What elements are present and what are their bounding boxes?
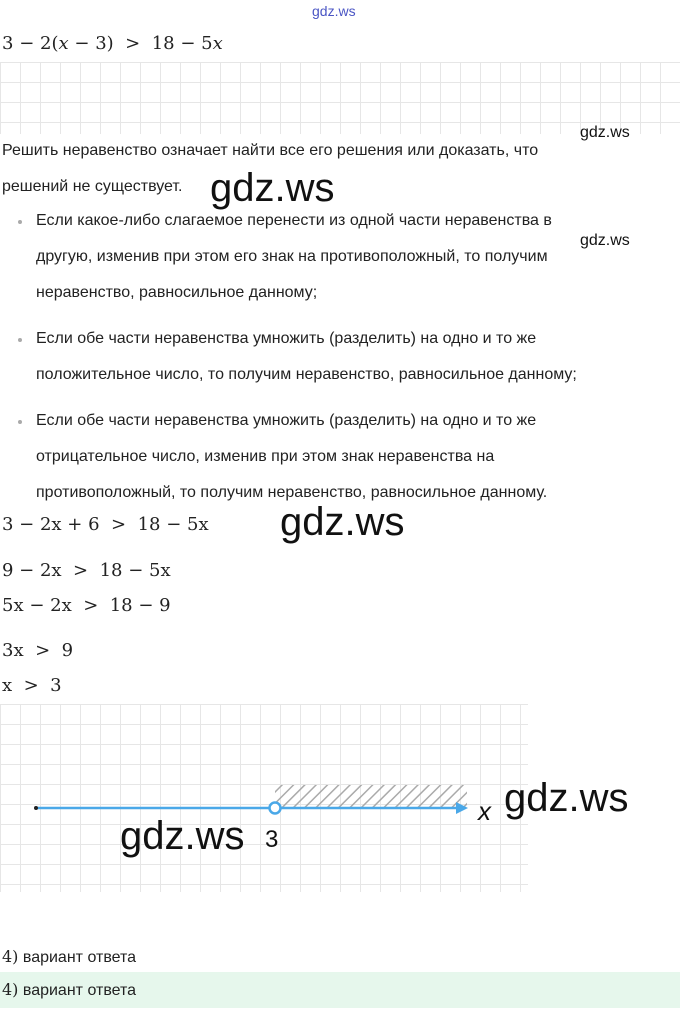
- point-label: 3: [265, 826, 279, 853]
- solution-hatch: [275, 785, 467, 807]
- watermark-small: gdz.ws: [580, 232, 630, 249]
- rhs: 18 − 5x: [137, 514, 209, 535]
- variable: x: [212, 33, 223, 54]
- paren: ): [106, 33, 114, 54]
- operator: >: [73, 560, 89, 581]
- rule-line: положительное число, то получим неравенство, равносильное данному;: [36, 366, 577, 383]
- rule-line: другую, изменив при этом его знак на противоположный, то получим: [36, 248, 548, 265]
- axis-start-dot: [34, 806, 38, 810]
- rhs: 18 − 9: [109, 595, 171, 616]
- rule-line: Если обе части неравенства умножить (разделить) на одно и то же: [36, 412, 537, 429]
- operator: >: [35, 640, 51, 661]
- lhs: 9 − 2x: [2, 560, 62, 581]
- answer-number: 4): [2, 947, 19, 966]
- answer-option-highlighted[interactable]: [0, 972, 680, 1008]
- operator: >: [111, 514, 127, 535]
- operator: −: [19, 33, 35, 54]
- step-line: [2, 560, 171, 581]
- term: 3: [2, 33, 14, 54]
- lhs: 3 − 2x + 6: [2, 514, 100, 535]
- step-line: [2, 675, 62, 696]
- variable: x: [58, 33, 69, 54]
- term: 5: [201, 33, 213, 54]
- step-line: [2, 595, 171, 616]
- term: 18: [151, 33, 175, 54]
- answer-option[interactable]: [2, 945, 136, 969]
- lhs: 3x: [2, 640, 24, 661]
- lhs: x: [2, 675, 13, 696]
- step-line: [2, 640, 73, 661]
- rule-line: Если обе части неравенства умножить (разделить) на одно и то же: [36, 330, 537, 347]
- step-line: [2, 514, 209, 535]
- axis-label: x: [478, 796, 491, 826]
- paren: (: [51, 33, 59, 54]
- rule-line: Если какое-либо слагаемое перенести из одной части неравенства в: [36, 212, 552, 229]
- rhs: 9: [61, 640, 74, 661]
- intro-line: Решить неравенство означает найти все его решения или доказать, что: [2, 142, 539, 159]
- operator: −: [74, 33, 90, 54]
- watermark-big: gdz.ws: [210, 166, 335, 210]
- watermark-big: gdz.ws: [504, 776, 629, 820]
- rule-item: [0, 203, 680, 311]
- intro-line: решений не существует.: [2, 178, 183, 195]
- answer-number: 4): [2, 980, 19, 999]
- rule-line: неравенство, равносильное данному;: [36, 284, 318, 301]
- lhs: 5x − 2x: [2, 595, 72, 616]
- operator: >: [125, 33, 141, 54]
- grid-band: [0, 62, 680, 134]
- answer-text: вариант ответа: [22, 982, 137, 999]
- term: 2: [40, 33, 52, 54]
- rhs: 3: [50, 675, 62, 696]
- rule-line: отрицательное число, изменив при этом знак неравенства на: [36, 448, 495, 465]
- rule-item: [0, 403, 680, 511]
- watermark-big: gdz.ws: [280, 500, 405, 544]
- problem-inequality: [2, 33, 223, 54]
- answer-text: вариант ответа: [22, 949, 137, 966]
- watermark-top: gdz.ws: [312, 3, 356, 19]
- rule-line: противоположный, то получим неравенство, равносильное данному.: [36, 484, 548, 501]
- rules-list: [0, 203, 680, 511]
- open-point: [270, 803, 281, 814]
- watermark-small: gdz.ws: [580, 124, 630, 141]
- operator: >: [23, 675, 39, 696]
- term: 3: [95, 33, 107, 54]
- operator: >: [83, 595, 99, 616]
- watermark-big: gdz.ws: [120, 814, 245, 858]
- rhs: 18 − 5x: [99, 560, 171, 581]
- operator: −: [180, 33, 196, 54]
- rule-item: [0, 321, 680, 393]
